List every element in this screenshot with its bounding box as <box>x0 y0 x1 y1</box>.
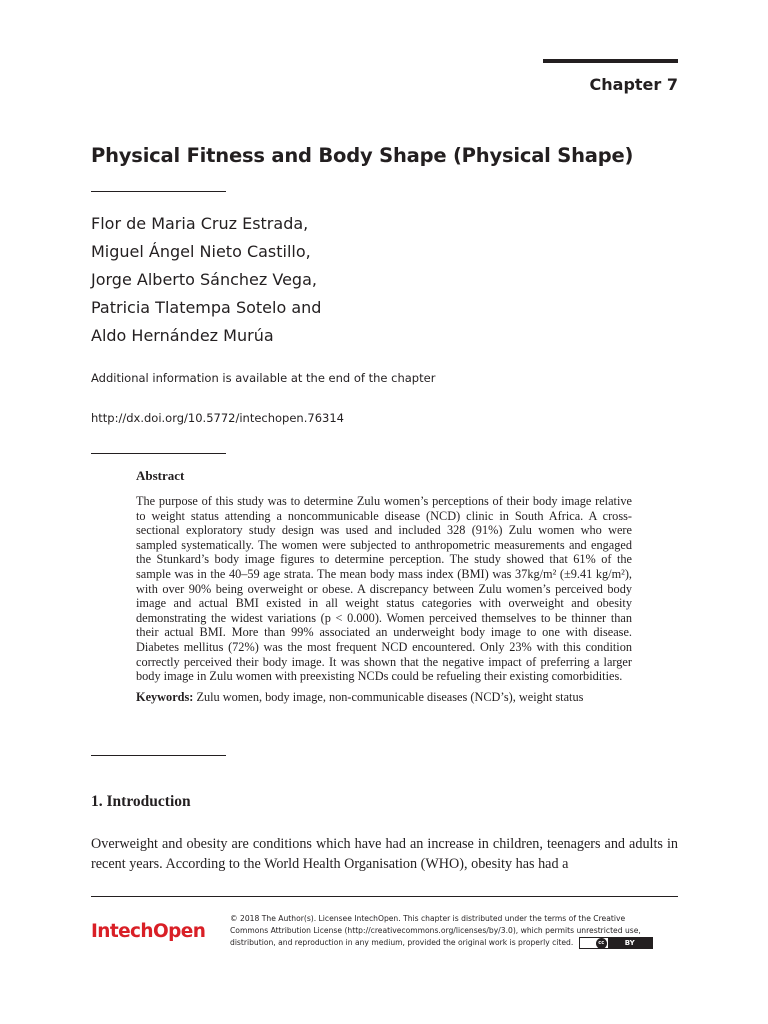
license-text <box>230 913 682 949</box>
keywords-list: Zulu women, body image, non-communicable diseases (NCD’s), weight status <box>196 689 584 704</box>
abstract-section <box>136 468 632 705</box>
author-list <box>91 210 321 350</box>
cc-by-license-icon[interactable] <box>579 937 653 949</box>
chapter-label: Chapter 7 <box>589 75 678 94</box>
author: Jorge Alberto Sánchez Vega, <box>91 270 317 289</box>
abstract-text: The purpose of this study was to determine Zulu women’s perceptions of their body image relative to weight status attending a noncommunicable disease (NCD) clinic in South Africa. A cross-sectional exploratory study design was used and included 328 (91%) Zulu women who were sampled systematically. The women were subjected to anthropometric measurements and engaged the Stunkard’s body image figures to determine perception. The study showed that 61% of the sample was in the 40–59 age strata. The mean body mass index (BMI) was 37kg/m² (±9.41 kg/m²), with over 90% being overweight or obese. A discrepancy between Zulu women’s perceived body image and actual BMI existed in all weight status categories with overweight and obesity demonstrating the widest variations (p < 0.000). Women perceived themselves to be thinner than their actual BMI. More than 99% associated an underweight body image to one with disease. Diabetes mellitus (72%) was the most frequent NCD encountered. Only 23% with this condition correctly perceived their body image. It was shown that the negative impact of preferring a larger body image in Zulu women with preexisting NCDs could be refueling their existing comorbidities. <box>136 494 632 684</box>
license-line: © 2018 The Author(s). Licensee IntechOpen. This chapter is distributed under the terms of the Creative <box>230 914 626 923</box>
license-line: Commons Attribution License (http://creativecommons.org/licenses/by/3.0), which permits unrestricted use, <box>230 926 641 935</box>
abstract-heading: Abstract <box>136 468 185 483</box>
chapter-top-rule <box>543 59 678 63</box>
intechopen-logo: IntechOpen <box>91 921 206 942</box>
chapter-title: Physical Fitness and Body Shape (Physical Shape) <box>91 144 634 167</box>
license-line: distribution, and reproduction in any medium, provided the original work is properly cited. <box>230 938 574 947</box>
title-divider <box>91 191 226 192</box>
section-heading-introduction: 1. Introduction <box>91 793 191 810</box>
doi-divider <box>91 453 226 454</box>
introduction-paragraph: Overweight and obesity are conditions which have had an increase in children, teenagers and adults in recent years. According to the World Health Organisation (WHO), obesity has had a <box>91 836 678 872</box>
footer-rule <box>91 896 678 897</box>
author: Miguel Ángel Nieto Castillo, <box>91 242 311 261</box>
cc-by-label: BY <box>608 938 652 948</box>
author: Aldo Hernández Murúa <box>91 326 274 345</box>
author: Patricia Tlatempa Sotelo and <box>91 298 322 317</box>
keywords-label: Keywords: <box>136 689 194 704</box>
author: Flor de Maria Cruz Estrada, <box>91 214 309 233</box>
additional-info-note: Additional information is available at the end of the chapter <box>91 371 436 385</box>
creative-commons-icon: cc <box>596 938 607 949</box>
abstract-divider <box>91 755 226 756</box>
license-line-end <box>230 938 653 947</box>
keywords-line <box>136 690 632 705</box>
doi-link[interactable]: http://dx.doi.org/10.5772/intechopen.76314 <box>91 411 344 425</box>
